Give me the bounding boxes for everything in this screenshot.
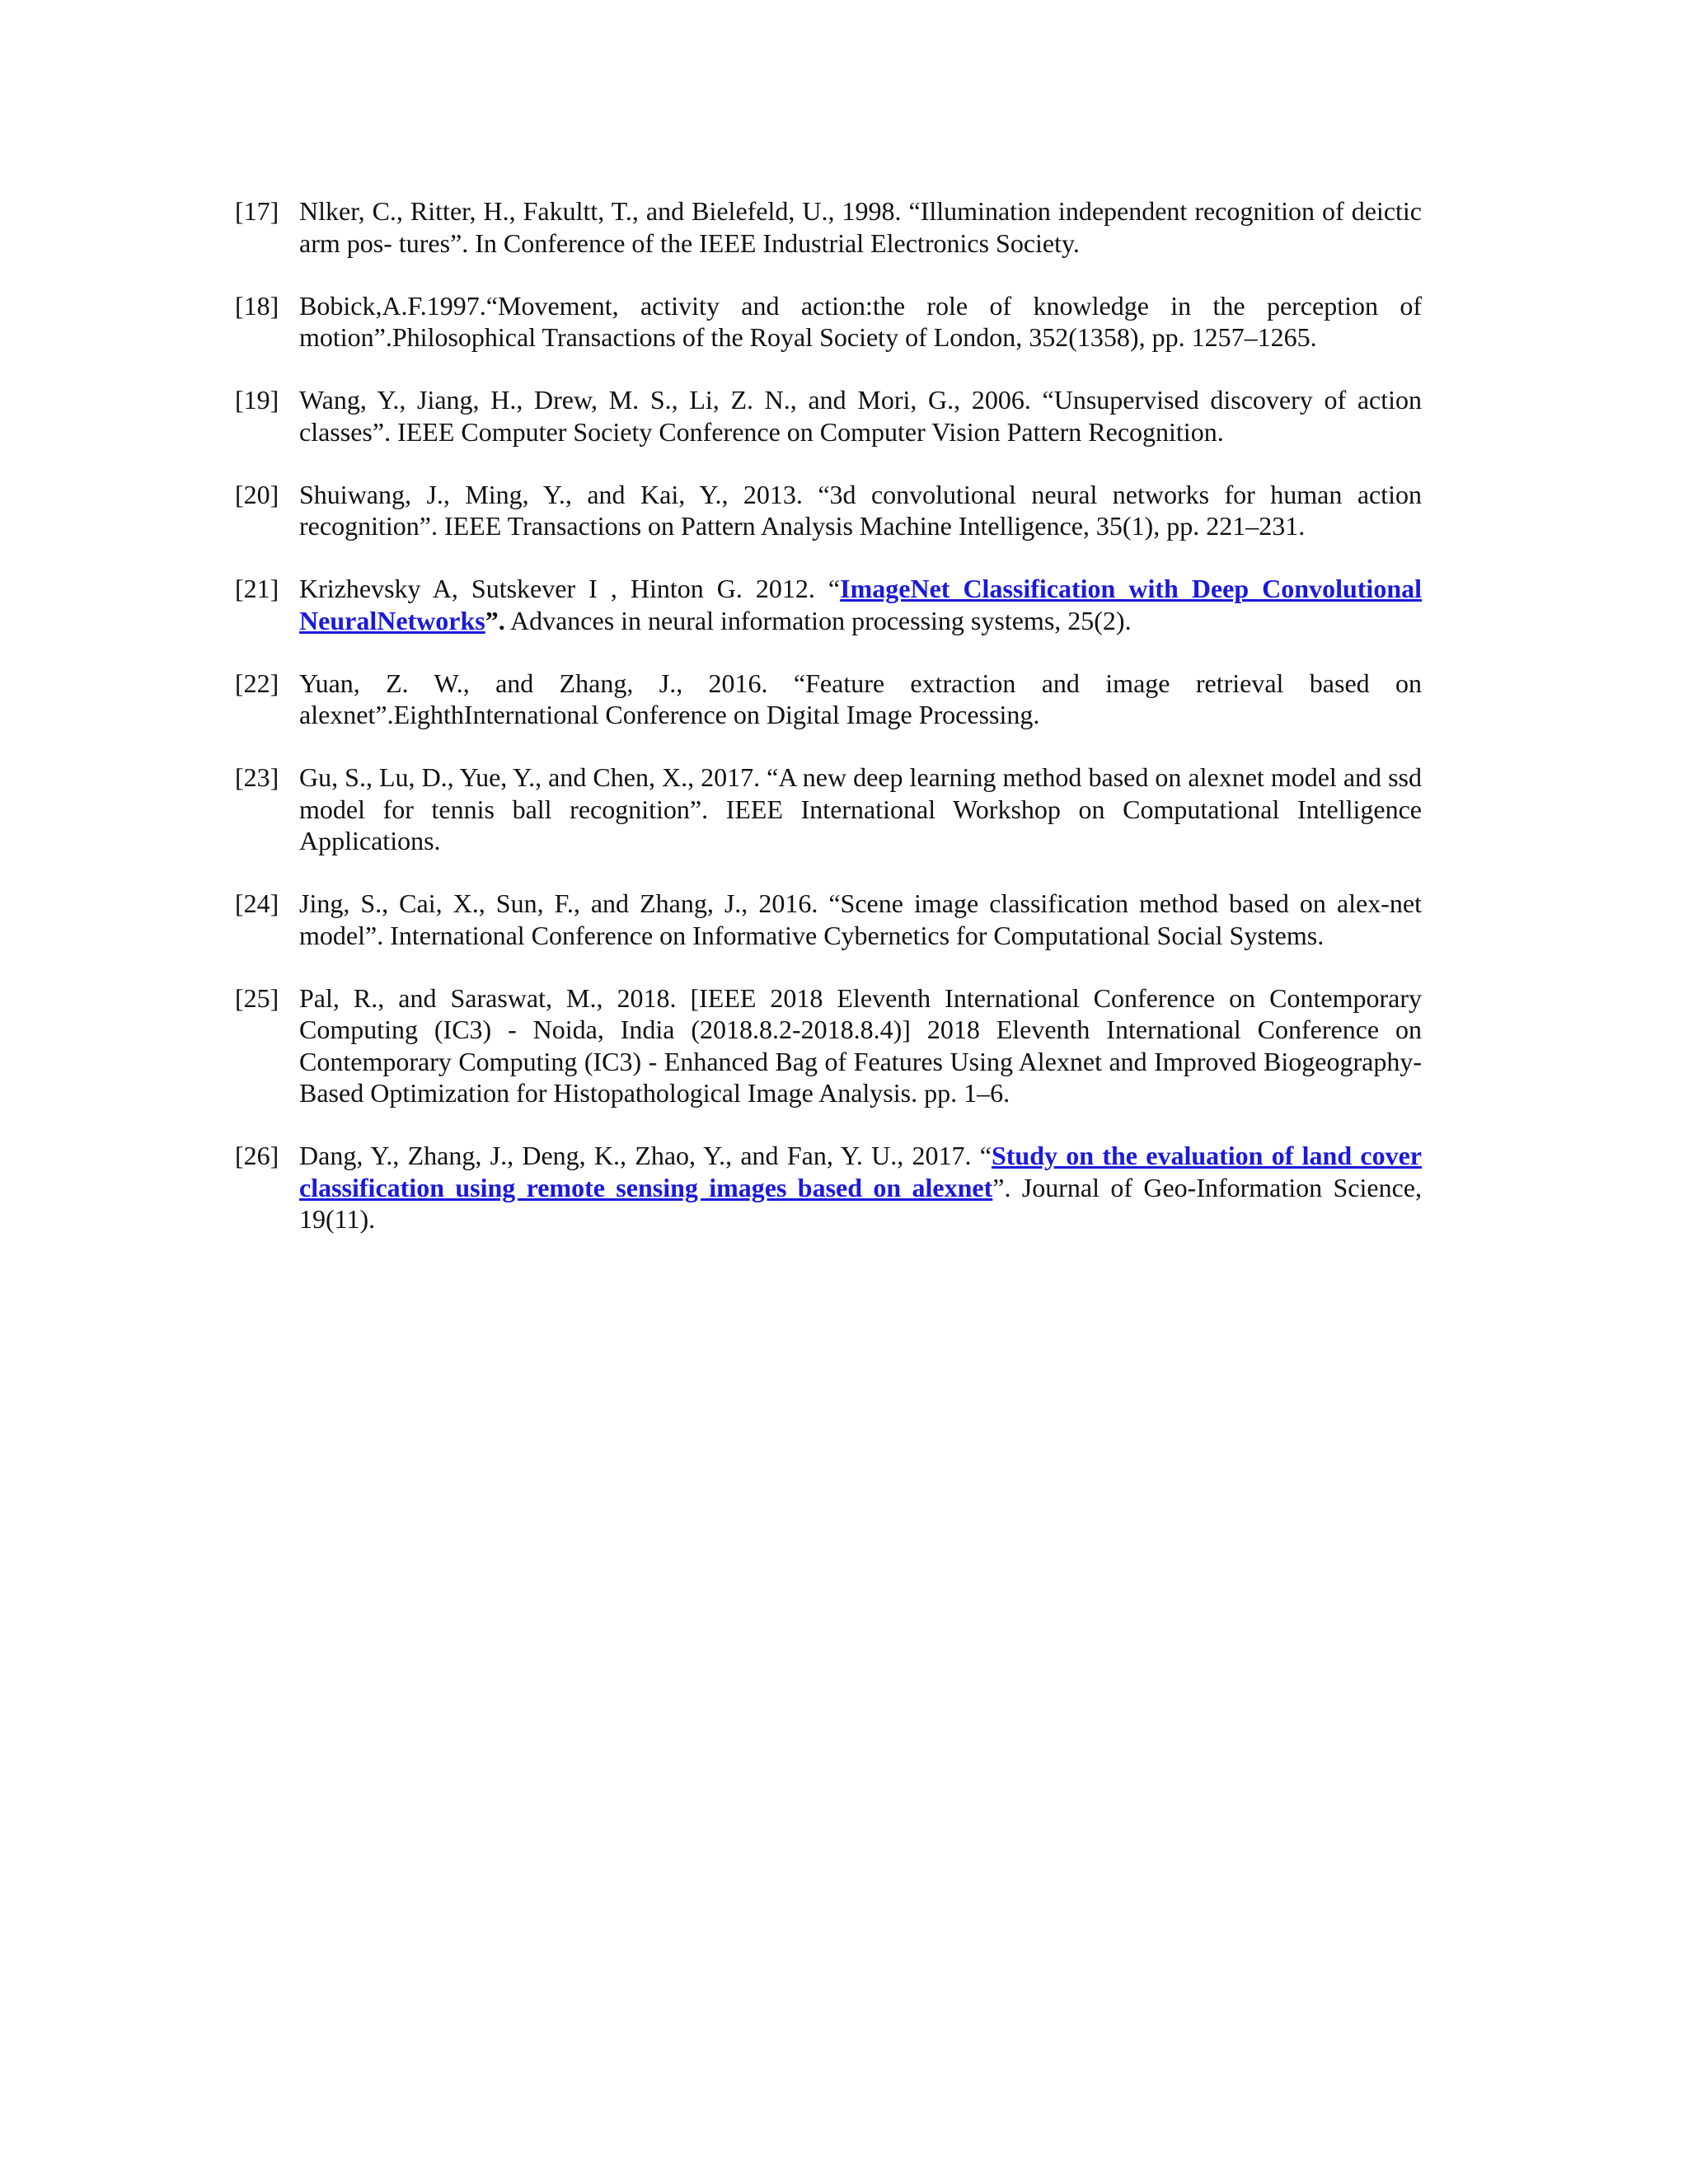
reference-item-24 (235, 888, 1422, 951)
reference-text-before: Dang, Y., Zhang, J., Deng, K., Zhao, Y., and Fan, Y. U., 2017. “ (299, 1141, 992, 1170)
reference-number: [21] (235, 574, 279, 603)
reference-number: [26] (235, 1141, 279, 1170)
reference-text-before: Krizhevsky A, Sutskever I , Hinton G. 2012. “ (299, 574, 841, 603)
reference-number: [20] (235, 479, 279, 509)
reference-item-18 (235, 290, 1422, 354)
reference-text-after: ”. Journal of Geo-Information Science, 19(11). (299, 1172, 1423, 1234)
reference-closing-quote: ”. (485, 605, 505, 635)
reference-text: Bobick,A.F.1997.“Movement, activity and action:the role of knowledge in the perception of motion”.Philosophical Transactions of the Royal Society of London, 352(1358), pp. 1257–1265. (299, 290, 1422, 352)
reference-number: [24] (235, 888, 279, 918)
reference-item-23 (235, 762, 1422, 857)
reference-item-25 (235, 982, 1422, 1109)
reference-number: [22] (235, 668, 279, 698)
reference-number: [23] (235, 762, 279, 792)
reference-item-19 (235, 384, 1422, 448)
reference-text: Shuiwang, J., Ming, Y., and Kai, Y., 2013. “3d convolutional neural networks for human action recognition”. IEEE Transactions on Pattern Analysis Machine Intelligence, 35(1), pp. 221–231. (299, 479, 1422, 541)
reference-text (299, 1140, 1422, 1235)
reference-number: [25] (235, 982, 279, 1013)
reference-text: Gu, S., Lu, D., Yue, Y., and Chen, X., 2017. “A new deep learning method based on alexnet model and ssd model for tennis ball recognition”. IEEE International Workshop on Computational Intelligence Applications. (299, 762, 1422, 855)
reference-text: Nlker, C., Ritter, H., Fakultt, T., and Bielefeld, U., 1998. “Illumination independent recognition of deictic arm pos- tures”. In Conference of the IEEE Industrial Electronics Society. (299, 196, 1422, 258)
reference-item-20 (235, 479, 1422, 542)
reference-text-after: Advances in neural information processing systems, 25(2). (504, 605, 1132, 635)
reference-text: Wang, Y., Jiang, H., Drew, M. S., Li, Z. N., and Mori, G., 2006. “Unsupervised discovery of action classes”. IEEE Computer Society Conference on Computer Vision Pattern Recognition. (299, 385, 1422, 447)
reference-number: [18] (235, 290, 279, 321)
reference-text: Pal, R., and Saraswat, M., 2018. [IEEE 2018 Eleventh International Conference on Contemporary Computing (IC3) - Noida, India (2018.8.2-2018.8.4)] 2018 Eleventh International Conference on Contemporary Computing (IC3) - Enhanced Bag of Features Using Alexnet and Improved Biogeography-Based Optimization for Histopathological Image Analysis. pp. 1–6. (299, 982, 1422, 1108)
reference-item-26 (235, 1140, 1422, 1235)
reference-text: Yuan, Z. W., and Zhang, J., 2016. “Feature extraction and image retrieval based on alexnet”.EighthInternational Conference on Digital Image Processing. (299, 668, 1422, 729)
reference-number: [19] (235, 385, 279, 415)
reference-list (235, 195, 1422, 1266)
reference-item-22 (235, 668, 1422, 731)
reference-link[interactable]: ImageNet Classification with Deep Convolutional NeuralNetworks (299, 574, 1423, 635)
reference-item-17 (235, 195, 1422, 259)
reference-number: [17] (235, 196, 279, 226)
reference-text (299, 573, 1422, 636)
reference-link[interactable]: Study on the evaluation of land cover classification using remote sensing images based on alexnet (299, 1141, 1423, 1202)
reference-text: Jing, S., Cai, X., Sun, F., and Zhang, J., 2016. “Scene image classification method based on alex-net model”. International Conference on Informative Cybernetics for Computational Social Systems. (299, 888, 1422, 950)
reference-item-21 (235, 573, 1422, 636)
